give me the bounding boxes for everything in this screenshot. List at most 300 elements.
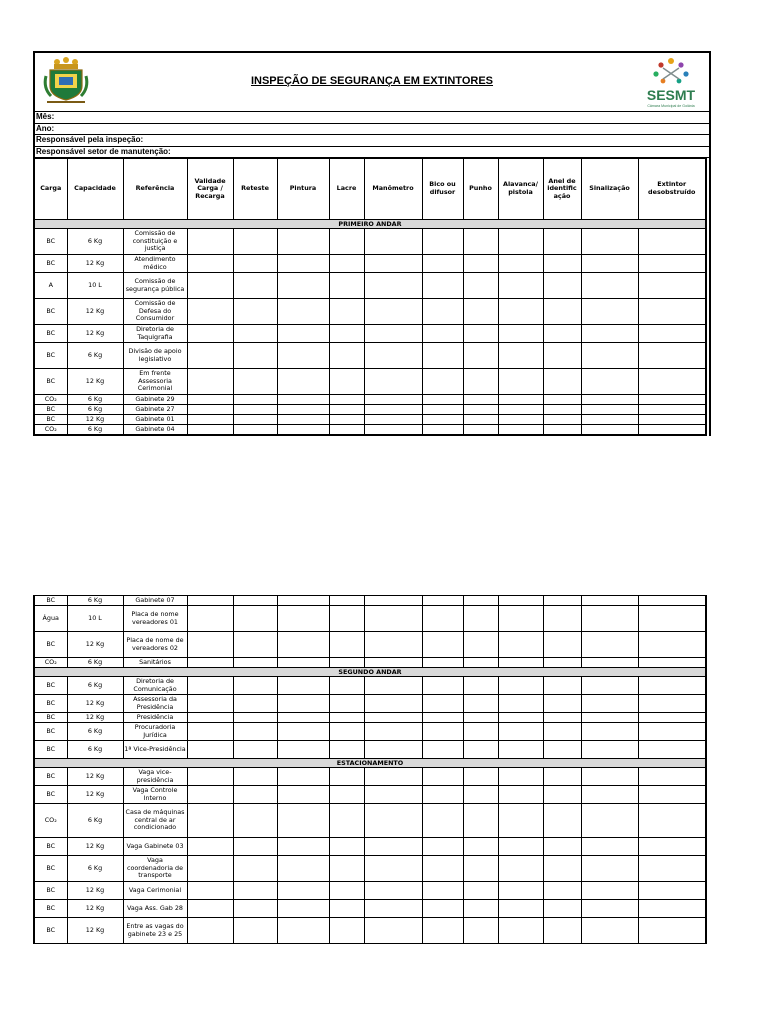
check-cell[interactable] [233, 882, 277, 900]
check-cell[interactable] [543, 804, 581, 838]
check-cell[interactable] [277, 713, 329, 723]
check-cell[interactable] [463, 425, 498, 436]
check-cell[interactable] [233, 632, 277, 658]
check-cell[interactable] [581, 325, 638, 343]
check-cell[interactable] [581, 900, 638, 918]
check-cell[interactable] [422, 273, 463, 299]
check-cell[interactable] [233, 325, 277, 343]
check-cell[interactable] [422, 804, 463, 838]
check-cell[interactable] [277, 415, 329, 425]
check-cell[interactable] [277, 723, 329, 741]
check-cell[interactable] [543, 343, 581, 369]
check-cell[interactable] [277, 299, 329, 325]
year-field[interactable] [35, 124, 709, 136]
check-cell[interactable] [638, 632, 706, 658]
check-cell[interactable] [463, 900, 498, 918]
check-cell[interactable] [543, 882, 581, 900]
check-cell[interactable] [498, 325, 543, 343]
check-cell[interactable] [187, 658, 233, 668]
check-cell[interactable] [233, 273, 277, 299]
check-cell[interactable] [581, 695, 638, 713]
check-cell[interactable] [187, 343, 233, 369]
check-cell[interactable] [638, 299, 706, 325]
check-cell[interactable] [543, 768, 581, 786]
check-cell[interactable] [498, 395, 543, 405]
check-cell[interactable] [581, 596, 638, 606]
check-cell[interactable] [329, 255, 364, 273]
check-cell[interactable] [422, 229, 463, 255]
check-cell[interactable] [543, 606, 581, 632]
check-cell[interactable] [277, 255, 329, 273]
check-cell[interactable] [638, 741, 706, 759]
check-cell[interactable] [364, 273, 422, 299]
check-cell[interactable] [581, 415, 638, 425]
check-cell[interactable] [498, 415, 543, 425]
check-cell[interactable] [422, 415, 463, 425]
check-cell[interactable] [463, 343, 498, 369]
check-cell[interactable] [498, 606, 543, 632]
month-field[interactable] [35, 112, 709, 124]
check-cell[interactable] [463, 882, 498, 900]
check-cell[interactable] [638, 918, 706, 944]
check-cell[interactable] [543, 425, 581, 436]
check-cell[interactable] [498, 229, 543, 255]
check-cell[interactable] [638, 723, 706, 741]
check-cell[interactable] [498, 273, 543, 299]
check-cell[interactable] [638, 786, 706, 804]
check-cell[interactable] [581, 343, 638, 369]
check-cell[interactable] [498, 425, 543, 436]
check-cell[interactable] [364, 804, 422, 838]
check-cell[interactable] [498, 713, 543, 723]
check-cell[interactable] [463, 606, 498, 632]
check-cell[interactable] [233, 299, 277, 325]
check-cell[interactable] [422, 741, 463, 759]
check-cell[interactable] [463, 804, 498, 838]
check-cell[interactable] [543, 299, 581, 325]
check-cell[interactable] [498, 658, 543, 668]
check-cell[interactable] [364, 838, 422, 856]
check-cell[interactable] [329, 768, 364, 786]
check-cell[interactable] [498, 786, 543, 804]
check-cell[interactable] [463, 415, 498, 425]
check-cell[interactable] [543, 677, 581, 695]
check-cell[interactable] [277, 425, 329, 436]
check-cell[interactable] [329, 804, 364, 838]
check-cell[interactable] [329, 918, 364, 944]
check-cell[interactable] [543, 786, 581, 804]
check-cell[interactable] [638, 658, 706, 668]
check-cell[interactable] [638, 325, 706, 343]
check-cell[interactable] [329, 343, 364, 369]
check-cell[interactable] [638, 395, 706, 405]
check-cell[interactable] [329, 723, 364, 741]
check-cell[interactable] [329, 325, 364, 343]
check-cell[interactable] [422, 369, 463, 395]
check-cell[interactable] [364, 741, 422, 759]
check-cell[interactable] [364, 677, 422, 695]
check-cell[interactable] [422, 343, 463, 369]
check-cell[interactable] [422, 838, 463, 856]
check-cell[interactable] [364, 395, 422, 405]
check-cell[interactable] [233, 695, 277, 713]
check-cell[interactable] [233, 425, 277, 436]
check-cell[interactable] [422, 425, 463, 436]
check-cell[interactable] [422, 918, 463, 944]
check-cell[interactable] [638, 405, 706, 415]
check-cell[interactable] [364, 299, 422, 325]
check-cell[interactable] [581, 838, 638, 856]
check-cell[interactable] [581, 369, 638, 395]
check-cell[interactable] [581, 882, 638, 900]
check-cell[interactable] [329, 273, 364, 299]
check-cell[interactable] [233, 723, 277, 741]
check-cell[interactable] [364, 856, 422, 882]
check-cell[interactable] [498, 369, 543, 395]
check-cell[interactable] [463, 632, 498, 658]
check-cell[interactable] [422, 299, 463, 325]
check-cell[interactable] [233, 741, 277, 759]
check-cell[interactable] [187, 918, 233, 944]
check-cell[interactable] [543, 723, 581, 741]
check-cell[interactable] [581, 804, 638, 838]
check-cell[interactable] [638, 695, 706, 713]
check-cell[interactable] [638, 273, 706, 299]
check-cell[interactable] [187, 856, 233, 882]
check-cell[interactable] [543, 255, 581, 273]
check-cell[interactable] [277, 882, 329, 900]
check-cell[interactable] [233, 918, 277, 944]
inspector-field[interactable] [35, 135, 709, 147]
check-cell[interactable] [187, 677, 233, 695]
check-cell[interactable] [187, 606, 233, 632]
check-cell[interactable] [422, 695, 463, 713]
check-cell[interactable] [581, 713, 638, 723]
check-cell[interactable] [233, 343, 277, 369]
check-cell[interactable] [463, 713, 498, 723]
check-cell[interactable] [543, 596, 581, 606]
check-cell[interactable] [364, 723, 422, 741]
check-cell[interactable] [543, 273, 581, 299]
check-cell[interactable] [364, 343, 422, 369]
check-cell[interactable] [364, 900, 422, 918]
check-cell[interactable] [463, 273, 498, 299]
check-cell[interactable] [277, 768, 329, 786]
check-cell[interactable] [187, 415, 233, 425]
check-cell[interactable] [364, 713, 422, 723]
check-cell[interactable] [187, 838, 233, 856]
check-cell[interactable] [329, 632, 364, 658]
check-cell[interactable] [498, 255, 543, 273]
check-cell[interactable] [463, 768, 498, 786]
check-cell[interactable] [233, 405, 277, 415]
check-cell[interactable] [364, 632, 422, 658]
check-cell[interactable] [581, 255, 638, 273]
check-cell[interactable] [638, 804, 706, 838]
check-cell[interactable] [498, 741, 543, 759]
check-cell[interactable] [277, 677, 329, 695]
check-cell[interactable] [364, 255, 422, 273]
check-cell[interactable] [581, 606, 638, 632]
check-cell[interactable] [638, 369, 706, 395]
check-cell[interactable] [233, 900, 277, 918]
check-cell[interactable] [581, 768, 638, 786]
check-cell[interactable] [581, 405, 638, 415]
check-cell[interactable] [543, 405, 581, 415]
check-cell[interactable] [463, 395, 498, 405]
check-cell[interactable] [233, 804, 277, 838]
check-cell[interactable] [638, 255, 706, 273]
check-cell[interactable] [422, 882, 463, 900]
check-cell[interactable] [543, 415, 581, 425]
check-cell[interactable] [364, 405, 422, 415]
check-cell[interactable] [364, 786, 422, 804]
check-cell[interactable] [463, 405, 498, 415]
check-cell[interactable] [233, 415, 277, 425]
check-cell[interactable] [638, 606, 706, 632]
check-cell[interactable] [233, 856, 277, 882]
check-cell[interactable] [638, 229, 706, 255]
check-cell[interactable] [463, 856, 498, 882]
check-cell[interactable] [277, 900, 329, 918]
check-cell[interactable] [638, 768, 706, 786]
check-cell[interactable] [277, 918, 329, 944]
check-cell[interactable] [463, 838, 498, 856]
check-cell[interactable] [463, 325, 498, 343]
check-cell[interactable] [581, 658, 638, 668]
check-cell[interactable] [187, 369, 233, 395]
check-cell[interactable] [364, 425, 422, 436]
check-cell[interactable] [233, 395, 277, 405]
check-cell[interactable] [581, 786, 638, 804]
check-cell[interactable] [329, 900, 364, 918]
check-cell[interactable] [581, 723, 638, 741]
check-cell[interactable] [498, 918, 543, 944]
check-cell[interactable] [498, 343, 543, 369]
check-cell[interactable] [329, 596, 364, 606]
check-cell[interactable] [638, 882, 706, 900]
check-cell[interactable] [277, 395, 329, 405]
check-cell[interactable] [543, 856, 581, 882]
check-cell[interactable] [187, 695, 233, 713]
check-cell[interactable] [638, 425, 706, 436]
check-cell[interactable] [498, 695, 543, 713]
check-cell[interactable] [498, 768, 543, 786]
check-cell[interactable] [187, 768, 233, 786]
check-cell[interactable] [187, 405, 233, 415]
check-cell[interactable] [277, 804, 329, 838]
check-cell[interactable] [187, 255, 233, 273]
check-cell[interactable] [364, 596, 422, 606]
check-cell[interactable] [329, 405, 364, 415]
check-cell[interactable] [233, 838, 277, 856]
check-cell[interactable] [422, 856, 463, 882]
check-cell[interactable] [543, 838, 581, 856]
check-cell[interactable] [638, 677, 706, 695]
check-cell[interactable] [422, 255, 463, 273]
check-cell[interactable] [277, 405, 329, 415]
check-cell[interactable] [233, 229, 277, 255]
check-cell[interactable] [277, 695, 329, 713]
check-cell[interactable] [422, 405, 463, 415]
check-cell[interactable] [277, 229, 329, 255]
check-cell[interactable] [543, 369, 581, 395]
check-cell[interactable] [463, 369, 498, 395]
check-cell[interactable] [581, 632, 638, 658]
check-cell[interactable] [364, 229, 422, 255]
check-cell[interactable] [329, 713, 364, 723]
check-cell[interactable] [463, 299, 498, 325]
check-cell[interactable] [329, 229, 364, 255]
check-cell[interactable] [422, 723, 463, 741]
check-cell[interactable] [329, 369, 364, 395]
check-cell[interactable] [277, 786, 329, 804]
check-cell[interactable] [233, 255, 277, 273]
check-cell[interactable] [277, 343, 329, 369]
check-cell[interactable] [329, 786, 364, 804]
check-cell[interactable] [422, 632, 463, 658]
check-cell[interactable] [187, 741, 233, 759]
check-cell[interactable] [638, 856, 706, 882]
check-cell[interactable] [543, 918, 581, 944]
check-cell[interactable] [581, 229, 638, 255]
check-cell[interactable] [364, 658, 422, 668]
check-cell[interactable] [543, 900, 581, 918]
check-cell[interactable] [329, 695, 364, 713]
check-cell[interactable] [329, 741, 364, 759]
check-cell[interactable] [422, 658, 463, 668]
check-cell[interactable] [364, 695, 422, 713]
check-cell[interactable] [187, 273, 233, 299]
check-cell[interactable] [638, 415, 706, 425]
check-cell[interactable] [233, 369, 277, 395]
check-cell[interactable] [277, 741, 329, 759]
check-cell[interactable] [277, 596, 329, 606]
check-cell[interactable] [498, 677, 543, 695]
check-cell[interactable] [364, 606, 422, 632]
check-cell[interactable] [364, 768, 422, 786]
check-cell[interactable] [329, 882, 364, 900]
check-cell[interactable] [187, 804, 233, 838]
check-cell[interactable] [422, 768, 463, 786]
maintenance-responsible-field[interactable] [35, 147, 709, 159]
check-cell[interactable] [233, 606, 277, 632]
check-cell[interactable] [581, 299, 638, 325]
check-cell[interactable] [329, 299, 364, 325]
check-cell[interactable] [581, 273, 638, 299]
check-cell[interactable] [463, 918, 498, 944]
check-cell[interactable] [233, 596, 277, 606]
check-cell[interactable] [277, 856, 329, 882]
check-cell[interactable] [364, 918, 422, 944]
check-cell[interactable] [498, 882, 543, 900]
check-cell[interactable] [581, 395, 638, 405]
check-cell[interactable] [581, 425, 638, 436]
check-cell[interactable] [277, 658, 329, 668]
check-cell[interactable] [277, 369, 329, 395]
check-cell[interactable] [329, 856, 364, 882]
check-cell[interactable] [364, 369, 422, 395]
check-cell[interactable] [187, 723, 233, 741]
check-cell[interactable] [463, 229, 498, 255]
check-cell[interactable] [187, 229, 233, 255]
check-cell[interactable] [463, 695, 498, 713]
check-cell[interactable] [364, 882, 422, 900]
check-cell[interactable] [233, 658, 277, 668]
check-cell[interactable] [187, 596, 233, 606]
check-cell[interactable] [422, 713, 463, 723]
check-cell[interactable] [187, 325, 233, 343]
check-cell[interactable] [329, 425, 364, 436]
check-cell[interactable] [638, 343, 706, 369]
check-cell[interactable] [422, 325, 463, 343]
check-cell[interactable] [329, 658, 364, 668]
check-cell[interactable] [277, 273, 329, 299]
check-cell[interactable] [498, 900, 543, 918]
check-cell[interactable] [543, 325, 581, 343]
check-cell[interactable] [498, 838, 543, 856]
check-cell[interactable] [638, 713, 706, 723]
check-cell[interactable] [498, 804, 543, 838]
check-cell[interactable] [277, 606, 329, 632]
check-cell[interactable] [463, 677, 498, 695]
check-cell[interactable] [422, 900, 463, 918]
check-cell[interactable] [581, 741, 638, 759]
check-cell[interactable] [543, 695, 581, 713]
check-cell[interactable] [463, 255, 498, 273]
check-cell[interactable] [543, 658, 581, 668]
check-cell[interactable] [498, 299, 543, 325]
check-cell[interactable] [233, 768, 277, 786]
check-cell[interactable] [498, 596, 543, 606]
check-cell[interactable] [422, 596, 463, 606]
check-cell[interactable] [187, 900, 233, 918]
check-cell[interactable] [543, 395, 581, 405]
check-cell[interactable] [277, 325, 329, 343]
check-cell[interactable] [187, 425, 233, 436]
check-cell[interactable] [543, 632, 581, 658]
check-cell[interactable] [187, 882, 233, 900]
check-cell[interactable] [463, 723, 498, 741]
check-cell[interactable] [581, 677, 638, 695]
check-cell[interactable] [329, 415, 364, 425]
check-cell[interactable] [638, 900, 706, 918]
check-cell[interactable] [543, 713, 581, 723]
check-cell[interactable] [329, 677, 364, 695]
check-cell[interactable] [187, 632, 233, 658]
check-cell[interactable] [498, 632, 543, 658]
check-cell[interactable] [277, 838, 329, 856]
check-cell[interactable] [543, 229, 581, 255]
check-cell[interactable] [233, 786, 277, 804]
check-cell[interactable] [463, 741, 498, 759]
check-cell[interactable] [581, 918, 638, 944]
check-cell[interactable] [638, 596, 706, 606]
check-cell[interactable] [187, 786, 233, 804]
check-cell[interactable] [498, 405, 543, 415]
check-cell[interactable] [233, 677, 277, 695]
check-cell[interactable] [463, 596, 498, 606]
check-cell[interactable] [364, 415, 422, 425]
check-cell[interactable] [187, 713, 233, 723]
check-cell[interactable] [498, 723, 543, 741]
check-cell[interactable] [187, 299, 233, 325]
check-cell[interactable] [638, 838, 706, 856]
check-cell[interactable] [581, 856, 638, 882]
check-cell[interactable] [422, 606, 463, 632]
check-cell[interactable] [422, 395, 463, 405]
check-cell[interactable] [329, 838, 364, 856]
